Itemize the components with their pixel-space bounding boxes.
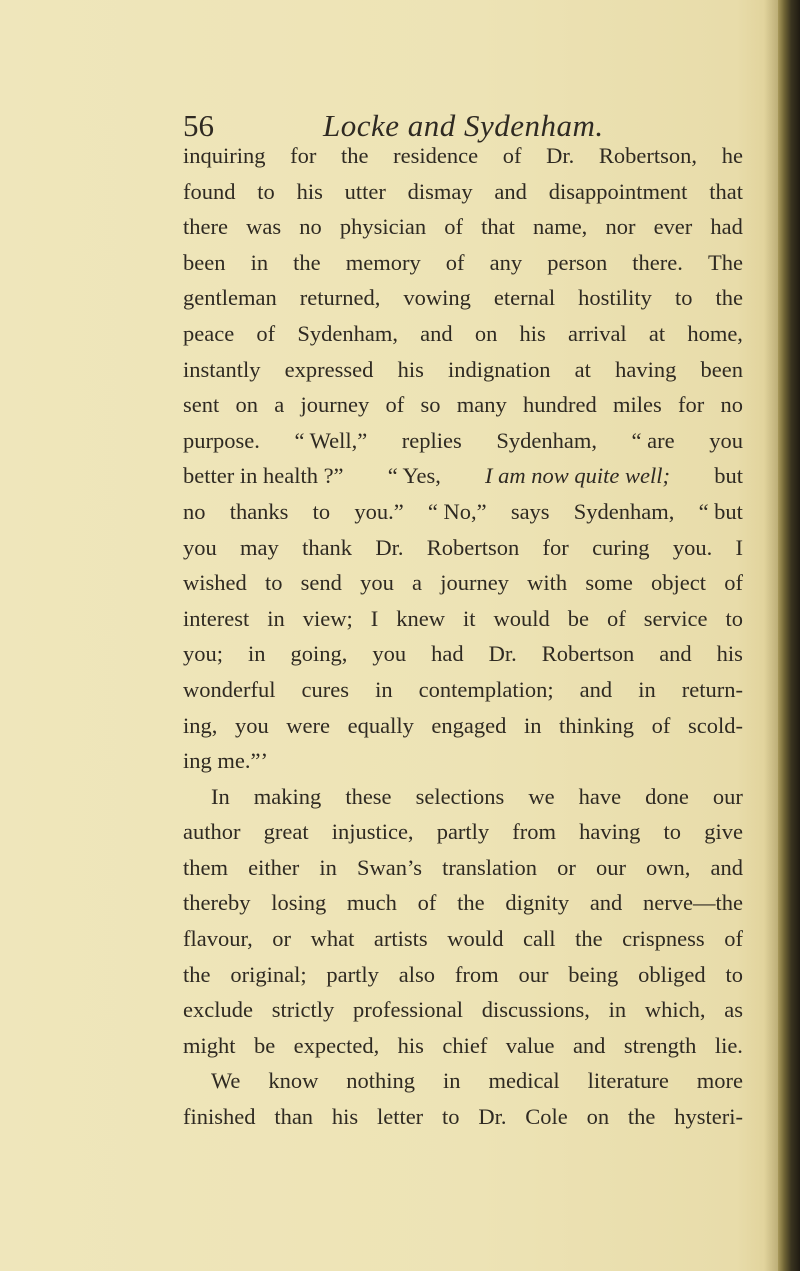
word: thanks [229, 498, 289, 524]
word: in [523, 712, 542, 738]
word: to [442, 1104, 460, 1130]
binding-shadow [764, 0, 778, 1271]
word: dignity [505, 890, 570, 916]
word: miles [612, 392, 662, 418]
word: instantly [183, 356, 261, 382]
word: Dr. [488, 641, 517, 667]
word: returned, [299, 285, 381, 311]
word: “ No,” [427, 498, 487, 524]
word: Sydenham, [496, 427, 597, 453]
word: of [417, 890, 437, 916]
word: obliged [638, 961, 706, 987]
word: you [709, 427, 743, 453]
page-number: 56 [183, 108, 214, 143]
word: selections [415, 783, 505, 809]
word: know [268, 1068, 319, 1094]
word: as [724, 997, 743, 1023]
word: a [412, 570, 423, 596]
word: equally [347, 712, 414, 738]
word: you.” [354, 498, 404, 524]
word: great [263, 819, 309, 845]
word: Robertson [541, 641, 635, 667]
word: letter [376, 1104, 424, 1130]
word: you [183, 534, 217, 560]
word: been [183, 249, 226, 275]
word: and [659, 641, 692, 667]
word: nor [605, 214, 636, 240]
word: so [420, 392, 441, 418]
word: that [709, 178, 743, 204]
word: translation [442, 854, 538, 880]
word: wished [183, 570, 247, 596]
word: for [677, 392, 705, 418]
word: In [211, 783, 230, 809]
word: and [710, 854, 743, 880]
word: chief [442, 1032, 488, 1058]
word: he [721, 143, 743, 168]
word: what [310, 926, 355, 952]
word: you [372, 641, 407, 667]
word: cures [301, 676, 350, 702]
word: of [651, 712, 671, 738]
word: I am now quite well; [485, 463, 671, 489]
text-line [183, 423, 743, 459]
word: finished [183, 1104, 256, 1130]
word: dismay [407, 178, 473, 204]
word: own, [646, 854, 691, 880]
word: we [528, 783, 555, 809]
word: for [290, 143, 317, 168]
word: there. [632, 249, 683, 275]
word: disappointment [548, 178, 688, 204]
word: gentleman [183, 285, 277, 311]
word: with [527, 570, 568, 596]
word: artists [373, 926, 428, 952]
word: at [648, 320, 666, 346]
word: ing, [183, 712, 218, 738]
word: nerve—the [643, 890, 743, 916]
word: done [645, 783, 689, 809]
word: either [248, 854, 300, 880]
text-line [183, 387, 743, 423]
word: says [510, 498, 550, 524]
word: hundred [523, 392, 597, 418]
word: expected, [293, 1032, 380, 1058]
word: in [608, 997, 627, 1023]
word: object [651, 570, 706, 596]
word: utter [344, 178, 386, 204]
word: the [715, 285, 743, 311]
word: “ but [698, 498, 743, 524]
word: send [300, 570, 342, 596]
word: ing me.”’ [183, 748, 268, 774]
word: and [579, 676, 613, 702]
word: medical [488, 1068, 560, 1094]
word: physician [339, 214, 427, 240]
word: view; [302, 605, 353, 631]
word: scold- [687, 712, 743, 738]
word: no [720, 392, 743, 418]
text-line [183, 209, 743, 245]
word: having [615, 356, 677, 382]
word: in [375, 676, 393, 702]
word: of [724, 926, 743, 952]
word: or [557, 854, 576, 880]
word: our [595, 854, 626, 880]
word: thereby [183, 890, 251, 916]
word: on [586, 1104, 610, 1130]
word: better in health ?” [183, 463, 344, 489]
word: Cole [525, 1104, 568, 1130]
word: eternal [493, 285, 556, 311]
word: discussions, [481, 997, 590, 1023]
word: had [710, 214, 743, 240]
text-line [183, 921, 743, 957]
word: purpose. [183, 427, 260, 453]
word: return- [681, 676, 743, 702]
word: to [257, 178, 275, 204]
text-line [183, 636, 743, 672]
text-line [183, 138, 743, 174]
word: strictly [271, 997, 335, 1023]
word: The [707, 249, 743, 275]
word: his [296, 178, 323, 204]
word: replies [401, 427, 462, 453]
word: the [575, 926, 603, 952]
word: and [494, 178, 527, 204]
word: of [385, 392, 405, 418]
word: nothing [346, 1068, 416, 1094]
word: from [454, 961, 499, 987]
word: his [716, 641, 743, 667]
word: might [183, 1032, 236, 1058]
text-line [183, 352, 743, 388]
word: to [725, 605, 743, 631]
word: our [712, 783, 743, 809]
word: in [443, 1068, 461, 1094]
word: at [574, 356, 591, 382]
word: you [360, 570, 394, 596]
text-line [183, 957, 743, 993]
text-line [183, 565, 743, 601]
word: and [589, 890, 623, 916]
word: Dr. [478, 1104, 507, 1130]
word: to [725, 961, 743, 987]
word: his [397, 1032, 424, 1058]
word: exclude [183, 997, 253, 1023]
word: inquiring [183, 143, 266, 168]
word: of [502, 143, 522, 168]
word: which, [644, 997, 706, 1023]
word: journey [300, 392, 370, 418]
text-line [183, 530, 743, 566]
word: for [542, 534, 569, 560]
running-title: Locke and Sydenham. [323, 108, 604, 143]
word: “ Yes, [387, 463, 441, 489]
word: in [250, 249, 269, 275]
word: “ are [631, 427, 675, 453]
word: hysteri- [674, 1104, 743, 1130]
text-line [183, 1063, 743, 1099]
word: arrival [567, 320, 627, 346]
word: these [345, 783, 392, 809]
word: sent [183, 392, 220, 418]
word: his [397, 356, 424, 382]
word: his [519, 320, 546, 346]
word: Robertson, [598, 143, 698, 168]
text-line [183, 672, 743, 708]
word: there [183, 214, 228, 240]
word: author [183, 819, 241, 845]
word: Dr. [546, 143, 575, 168]
word: some [585, 570, 633, 596]
word: no [183, 498, 206, 524]
word: home, [687, 320, 743, 346]
text-line [183, 458, 743, 494]
word: more [696, 1068, 743, 1094]
word: found [183, 178, 236, 204]
word: being [568, 961, 619, 987]
word: would [493, 605, 550, 631]
word: and [420, 320, 453, 346]
word: you. [672, 534, 713, 560]
word: you [234, 712, 269, 738]
word: any [489, 249, 523, 275]
word: I [370, 605, 379, 631]
word: of [444, 214, 463, 240]
word: residence [393, 143, 479, 168]
word: and [572, 1032, 606, 1058]
word: name, [532, 214, 588, 240]
word: on [474, 320, 498, 346]
word: in [267, 605, 285, 631]
word: the [183, 961, 211, 987]
word: you; [183, 641, 224, 667]
text-line [183, 885, 743, 921]
word: were [286, 712, 331, 738]
word: the [457, 890, 485, 916]
word: of [256, 320, 276, 346]
word: interest [183, 605, 250, 631]
word: that [481, 214, 515, 240]
word: professional [352, 997, 463, 1023]
word: of [445, 249, 465, 275]
word: value [505, 1032, 555, 1058]
word: than [274, 1104, 314, 1130]
word: expressed [284, 356, 374, 382]
word: thank [302, 534, 353, 560]
word: flavour, [183, 926, 253, 952]
word: wonderful [183, 676, 276, 702]
word: partly [436, 819, 490, 845]
word: lie. [714, 1032, 743, 1058]
text-line [183, 779, 743, 815]
word: the [627, 1104, 656, 1130]
body-text [183, 138, 743, 1135]
word: hostility [578, 285, 652, 311]
text-line [183, 245, 743, 281]
word: journey [440, 570, 509, 596]
word: may [240, 534, 279, 560]
word: them [183, 854, 228, 880]
text-line [183, 601, 743, 637]
word: our [518, 961, 549, 987]
word: original; [230, 961, 307, 987]
word: having [579, 819, 641, 845]
word: person [547, 249, 608, 275]
word: Swan’s [356, 854, 422, 880]
word: have [578, 783, 622, 809]
word: “ Well,” [294, 427, 368, 453]
word: in [248, 641, 266, 667]
word: knew [396, 605, 445, 631]
word: in [319, 854, 337, 880]
word: be [567, 605, 590, 631]
word: to [312, 498, 331, 524]
word: vowing [403, 285, 471, 311]
word: many [456, 392, 507, 418]
word: would [447, 926, 504, 952]
word: of [607, 605, 626, 631]
text-line [183, 280, 743, 316]
word: Robertson [426, 534, 520, 560]
word: peace [183, 320, 235, 346]
word: in [638, 676, 656, 702]
word: been [700, 356, 743, 382]
word: his [331, 1104, 359, 1130]
word: crispness [622, 926, 705, 952]
word: ever [653, 214, 693, 240]
word: a [274, 392, 285, 418]
word: injustice, [331, 819, 414, 845]
text-line [183, 814, 743, 850]
text-line [183, 494, 743, 530]
word: give [704, 819, 743, 845]
word: I [735, 534, 743, 560]
word: memory [345, 249, 421, 275]
text-line [183, 992, 743, 1028]
text-line [183, 1099, 743, 1135]
word: also [398, 961, 435, 987]
text-line [183, 708, 743, 744]
word: partly [326, 961, 379, 987]
word: call [523, 926, 556, 952]
word: contemplation; [418, 676, 554, 702]
word: on [235, 392, 258, 418]
word: to [674, 285, 693, 311]
word: from [512, 819, 557, 845]
word: Sydenham, [297, 320, 398, 346]
word: service [643, 605, 708, 631]
word: going, [290, 641, 348, 667]
word: We [211, 1068, 241, 1094]
word: had [431, 641, 464, 667]
word: engaged [431, 712, 507, 738]
word: literature [587, 1068, 669, 1094]
text-line [183, 174, 743, 210]
word: strength [623, 1032, 697, 1058]
word: losing [271, 890, 327, 916]
text-line [183, 743, 743, 779]
word: to [663, 819, 682, 845]
word: but [714, 463, 743, 489]
word: much [346, 890, 397, 916]
word: of [724, 570, 743, 596]
word: was [246, 214, 282, 240]
text-line [183, 316, 743, 352]
word: indignation [448, 356, 551, 382]
word: to [264, 570, 283, 596]
word: no [299, 214, 322, 240]
word: curing [592, 534, 650, 560]
text-line [183, 1028, 743, 1064]
word: or [272, 926, 292, 952]
word: thinking [559, 712, 635, 738]
word: be [253, 1032, 276, 1058]
word: Dr. [375, 534, 404, 560]
page-edge [778, 0, 800, 1271]
word: the [341, 143, 369, 168]
text-line [183, 850, 743, 886]
word: it [463, 605, 476, 631]
word: Sydenham, [573, 498, 675, 524]
word: the [293, 249, 321, 275]
word: making [253, 783, 322, 809]
